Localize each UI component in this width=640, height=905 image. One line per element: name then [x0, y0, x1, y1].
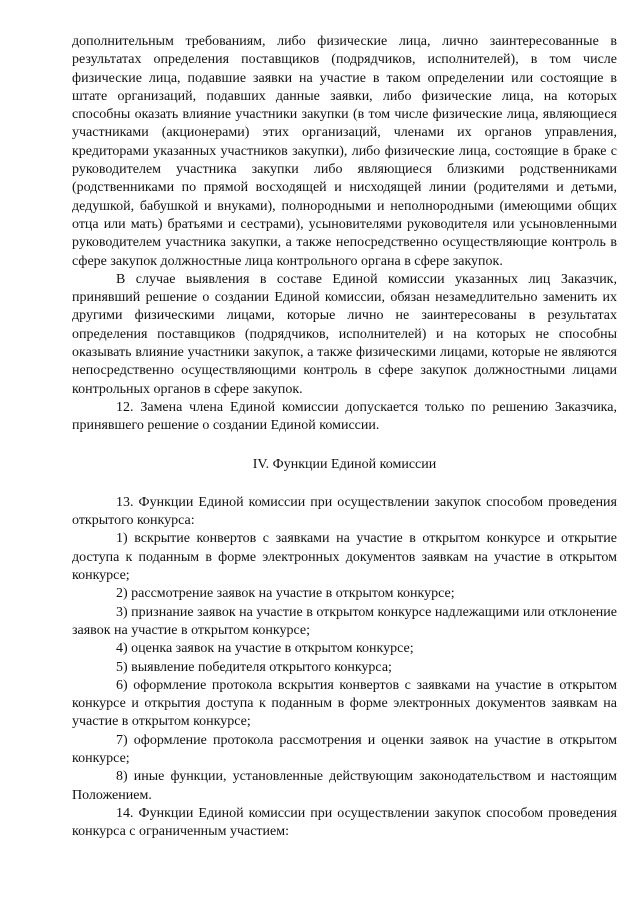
paragraph-12: 12. Замена члена Единой комиссии допускается только по решению Заказчика, принявшего решение о создании Единой комиссии.: [72, 399, 617, 434]
paragraph-replacement: В случае выявления в составе Единой комиссии указанных лиц Заказчик, принявший решение о создании Единой комиссии, обязан незамедлительно заменить их другими физическими лицами, которые лично не заинтересованы в результатах определения поставщиков (подрядчиков, исполнителей) и на которых не способны оказывать влияние участники закупок, а также физическими лицами, которые не являются непосредственно осуществляющими контроль в сфере закупок должностными лицами контрольных органов в сфере закупок.: [72, 271, 617, 397]
list-item: 8) иные функции, установленные действующим законодательством и настоящим Положением.: [72, 769, 617, 803]
paragraph-continuation: дополнительным требованиям, либо физические лица, лично заинтересованные в результатах определения поставщиков (подрядчиков, исполнителей), в том числе физические лица, подавшие заявки на участие в таком определении или состоящие в штате организаций, подавших данные заявки, либо физические лица, на которых способны оказать влияние участники закупки (в том числе физические лица, являющиеся участниками (акционерами) этих организаций, членами их органов управления, кредиторами указанных участников закупки), либо физические лица, состоящие в браке с руководителем участника закупки либо являющиеся близкими родственниками (родственниками по прямой восходящей и нисходящей линии (родителями и детьми, дедушкой, бабушкой и внуками), полнородными и неполнородными (имеющими общих отца или мать) братьями и сестрами), усыновителями руководителя или усыновленными руководителем участника закупки, а также непосредственно осуществляющие контроль в сфере закупок должностные лица контрольного органа в сфере закупок.: [72, 34, 617, 269]
section-heading: IV. Функции Единой комиссии: [252, 456, 437, 472]
list-item: 2) рассмотрение заявок на участие в открытом конкурсе;: [116, 586, 455, 602]
paragraph-14: 14. Функции Единой комиссии при осуществлении закупок способом проведения конкурса с ограниченным участием:: [72, 805, 617, 840]
list-item: 5) выявление победителя открытого конкурса;: [116, 659, 392, 675]
list-functions-13: [72, 530, 617, 804]
list-item: 1) вскрытие конвертов с заявками на участие в открытом конкурсе и открытие доступа к поданным в форме электронных документов заявкам на участие в открытом конкурсе;: [72, 531, 617, 584]
list-item: 3) признание заявок на участие в открытом конкурсе надлежащими или отклонение заявок на участие в открытом конкурсе;: [72, 604, 617, 638]
list-item: 6) оформление протокола вскрытия конвертов с заявками на участие в открытом конкурсе и открытия доступа к поданным в форме электронных документов заявкам на участие в открытом конкурсе;: [72, 677, 617, 730]
paragraph-13: 13. Функции Единой комиссии при осуществлении закупок способом проведения открытого конкурса:: [72, 494, 617, 529]
document-page: [72, 33, 617, 841]
list-item: 4) оценка заявок на участие в открытом конкурсе;: [116, 641, 414, 657]
list-item: 7) оформление протокола рассмотрения и оценки заявок на участие в открытом конкурсе;: [72, 732, 617, 766]
